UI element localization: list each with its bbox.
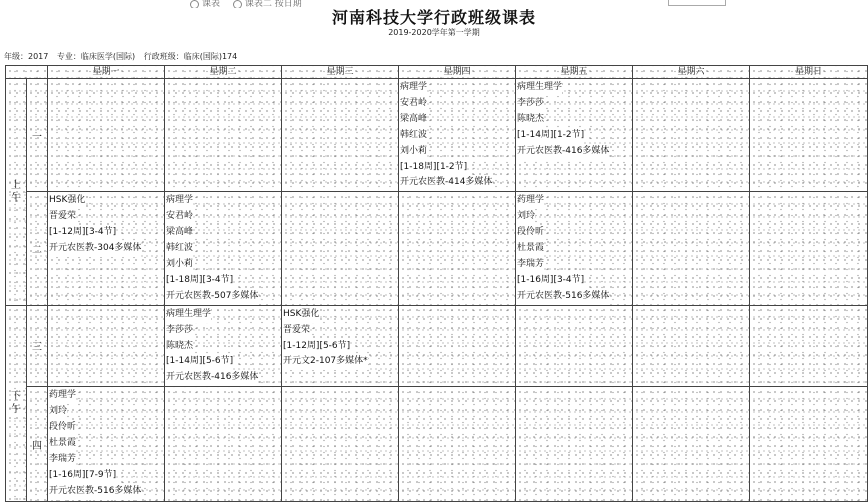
major-label: 专业：临床医学(国际): [56, 52, 136, 61]
course-line: 安君岭: [400, 96, 427, 112]
schedule-cell[interactable]: [516, 305, 633, 387]
schedule-cell[interactable]: [165, 79, 282, 192]
period-row-2: [6, 192, 868, 305]
weekday-header: 星期日: [750, 66, 868, 79]
course-line: 李瑞芳: [49, 452, 76, 468]
schedule-cell[interactable]: [633, 192, 750, 305]
schedule-cell[interactable]: [48, 387, 165, 502]
course-line: 陈晓杰: [517, 112, 544, 128]
weekday-header: 星期五: [516, 66, 633, 79]
course-line: 刘小莉: [400, 144, 427, 160]
schedule-cell[interactable]: [399, 192, 516, 305]
schedule-cell[interactable]: [399, 79, 516, 192]
schedule-cell[interactable]: [750, 387, 868, 502]
schedule-cell[interactable]: [48, 79, 165, 192]
course-line: 李莎莎: [517, 96, 544, 112]
period-label: 二: [27, 192, 48, 305]
period-row-3: [6, 305, 868, 387]
course-line: [1-16周][3-4节]: [517, 273, 584, 289]
schedule-cell[interactable]: [282, 305, 399, 387]
schedule-cell[interactable]: [399, 387, 516, 502]
course-line: 晋爱荣: [283, 323, 310, 339]
course-line: 段伶昕: [49, 420, 76, 436]
weekday-header: 星期三: [282, 66, 399, 79]
course-line: 药理学: [517, 193, 544, 209]
course-line: HSK强化: [49, 193, 85, 209]
course-line: 刘玲: [49, 404, 67, 420]
course-block[interactable]: [165, 192, 281, 304]
course-block[interactable]: [516, 79, 632, 160]
class-info: [4, 51, 243, 62]
schedule-cell[interactable]: [750, 192, 868, 305]
semester-label: 2019-2020学年第一学期: [388, 28, 480, 37]
course-line: 开元农医教-416多媒体: [517, 144, 609, 160]
course-block[interactable]: [282, 306, 398, 371]
schedule-cell[interactable]: [399, 305, 516, 387]
course-line: 段伶昕: [517, 225, 544, 241]
schedule-cell[interactable]: [165, 305, 282, 387]
schedule-cell[interactable]: [750, 79, 868, 192]
schedule-cell[interactable]: [633, 387, 750, 502]
schedule-cell[interactable]: [165, 387, 282, 502]
weekday-header: 星期二: [165, 66, 282, 79]
course-line: 开元农医教-516多媒体: [517, 289, 609, 305]
course-line: 韩红波: [400, 128, 427, 144]
course-line: 梁高峰: [166, 225, 193, 241]
course-line: 晋爱荣: [49, 209, 76, 225]
course-line: 刘小莉: [166, 257, 193, 273]
schedule-cell[interactable]: [516, 387, 633, 502]
course-line: [1-18周][1-2节]: [400, 160, 467, 176]
afternoon-label: 下午: [6, 305, 27, 502]
period-label: 一: [27, 79, 48, 192]
course-line: [1-16周][7-9节]: [49, 468, 116, 484]
timetable: [5, 65, 868, 502]
schedule-cell[interactable]: [516, 79, 633, 192]
course-block[interactable]: [165, 306, 281, 387]
course-line: 开元农医教-507多媒体: [166, 289, 258, 305]
schedule-cell[interactable]: [48, 192, 165, 305]
course-line: 开元文2-107多媒体*: [283, 354, 368, 370]
course-line: 开元农医教-516多媒体: [49, 484, 141, 500]
course-block[interactable]: [48, 192, 164, 257]
course-line: 病理生理学: [166, 307, 211, 323]
schedule-cell[interactable]: [282, 387, 399, 502]
weekday-header: 星期六: [633, 66, 750, 79]
class-label: 行政班级：临床(国际)174: [143, 52, 238, 61]
course-line: 开元农医教-414多媒体: [400, 175, 492, 191]
course-line: 梁高峰: [400, 112, 427, 128]
grade-label: 年级：2017: [4, 52, 49, 61]
schedule-cell[interactable]: [165, 192, 282, 305]
course-line: 安君岭: [166, 209, 193, 225]
schedule-cell[interactable]: [750, 305, 868, 387]
course-block[interactable]: [48, 387, 164, 499]
course-line: 陈晓杰: [166, 339, 193, 355]
course-block[interactable]: [399, 79, 515, 191]
course-line: 杜景霞: [49, 436, 76, 452]
option-schedule-by-date[interactable]: 课表二 按日期: [233, 0, 302, 8]
schedule-cell[interactable]: [282, 192, 399, 305]
weekday-header: 星期一: [48, 66, 165, 79]
period-label: 四: [27, 387, 48, 502]
schedule-cell[interactable]: [516, 192, 633, 305]
corner-cell: [6, 66, 48, 79]
schedule-cell[interactable]: [48, 305, 165, 387]
course-line: 药理学: [49, 388, 76, 404]
period-row-4: [6, 387, 868, 502]
period-row-1: [6, 79, 868, 192]
course-line: 杜景霞: [517, 241, 544, 257]
course-line: 病理生理学: [517, 80, 562, 96]
course-line: HSK强化: [283, 307, 319, 323]
course-line: 韩红波: [166, 241, 193, 257]
option-schedule[interactable]: 课表: [190, 0, 220, 8]
course-block[interactable]: [516, 192, 632, 304]
course-line: [1-14周][5-6节]: [166, 354, 233, 370]
course-line: 刘玲: [517, 209, 535, 225]
schedule-cell[interactable]: [633, 305, 750, 387]
course-line: [1-12周][5-6节]: [283, 339, 350, 355]
course-line: 病理学: [400, 80, 427, 96]
page-title: 河南科技大学行政班级课表: [331, 8, 536, 27]
course-line: 李莎莎: [166, 323, 193, 339]
course-line: 开元农医教-304多媒体: [49, 241, 141, 257]
schedule-cell[interactable]: [633, 79, 750, 192]
course-line: [1-14周][1-2节]: [517, 128, 584, 144]
course-line: [1-12周][3-4节]: [49, 225, 116, 241]
course-line: [1-18周][3-4节]: [166, 273, 233, 289]
course-line: 病理学: [166, 193, 193, 209]
course-line: 李瑞芳: [517, 257, 544, 273]
morning-label: 上午: [6, 79, 27, 306]
schedule-cell[interactable]: [282, 79, 399, 192]
period-label: 三: [27, 305, 48, 387]
course-line: 开元农医教-416多媒体: [166, 370, 258, 386]
weekday-header-row: [6, 66, 868, 79]
weekday-header: 星期四: [399, 66, 516, 79]
